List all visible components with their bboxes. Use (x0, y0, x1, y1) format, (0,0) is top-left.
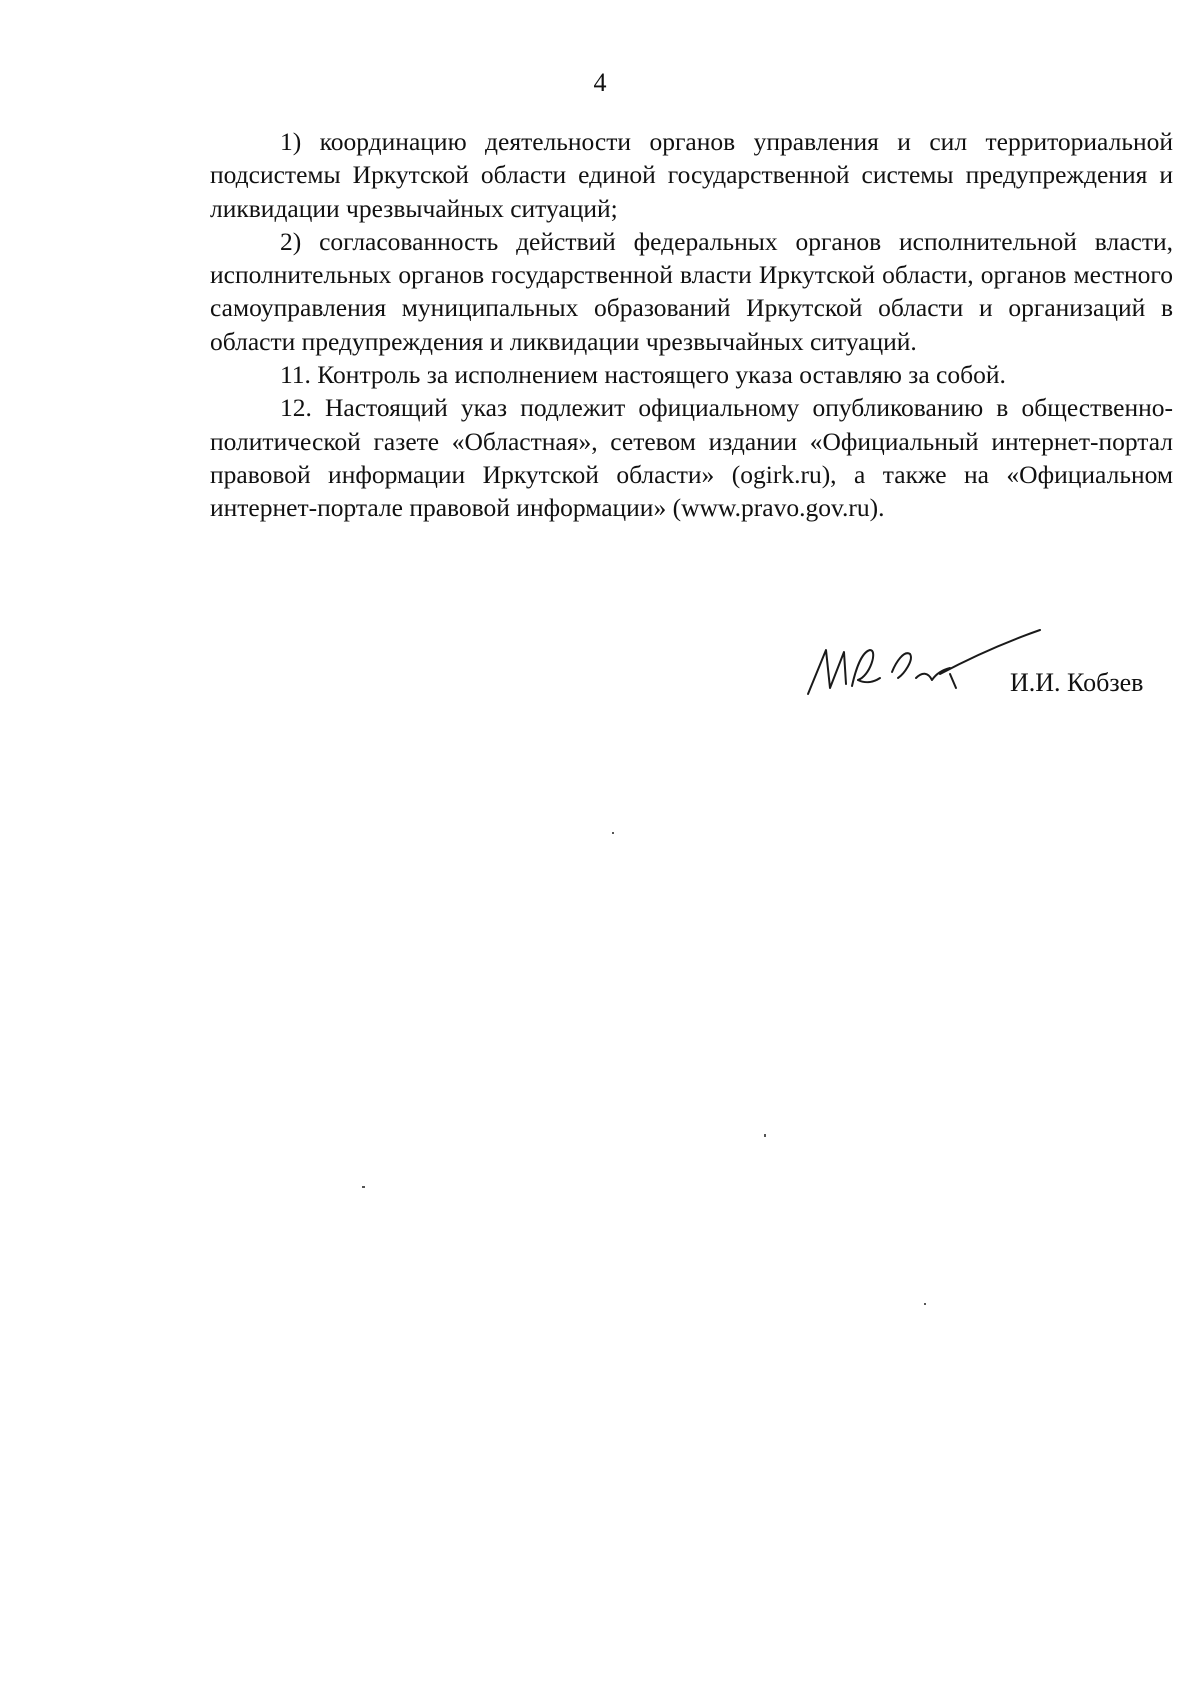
paragraph-coordination: 1) координацию деятельности органов управления и сил территориальной подсистемы Иркутской области единой государственной системы предупреждения и ликвидации чрезвычайных ситуаций; (210, 127, 1173, 223)
document-body (210, 125, 1173, 525)
scan-speck (924, 1303, 926, 1305)
paragraph-consistency: 2) согласованность действий федеральных органов исполнительной власти, исполнительных органов государственной власти Иркутской области, органов местного самоуправления муниципальных образований Иркутской области и организаций в области предупреждения и ликвидации чрезвычайных ситуаций. (210, 226, 1173, 356)
signature-block (800, 628, 1180, 708)
signer-name: И.И. Кобзев (1010, 668, 1144, 697)
paragraph-publication: 12. Настоящий указ подлежит официальному опубликованию в общественно-политической газете «Областная», сетевом издании «Официальный интернет-портал правовой информации Иркутской области» (ogirk.ru), а также на «Официальном интернет-портале правовой информации» (www.pravo.gov.ru). (210, 393, 1173, 523)
scan-speck (764, 1134, 766, 1137)
page-number: 4 (593, 68, 607, 97)
scan-speck (612, 832, 614, 834)
scan-speck (362, 1186, 365, 1188)
paragraph-control: 11. Контроль за исполнением настоящего указа оставляю за собой. (280, 360, 1006, 390)
